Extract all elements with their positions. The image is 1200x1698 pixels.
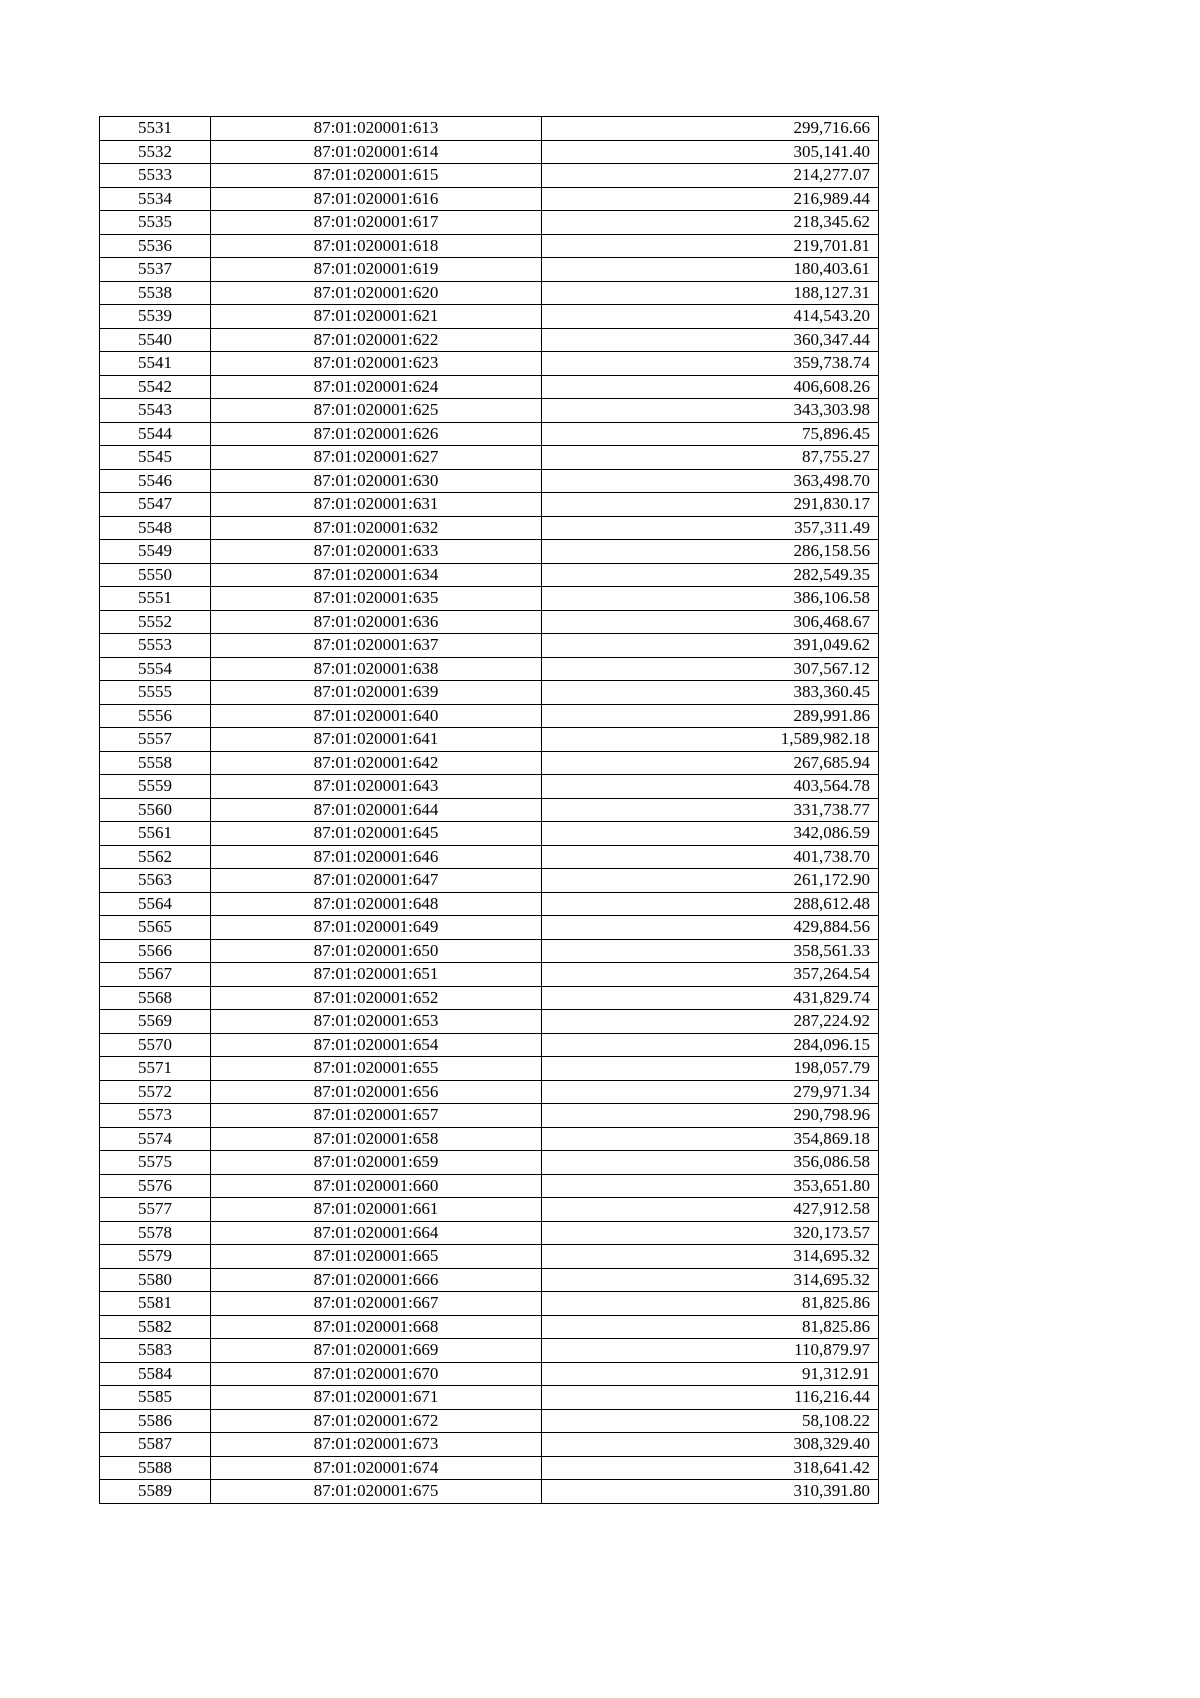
cadastral-number-cell: 87:01:020001:652 — [211, 986, 542, 1010]
cadastral-number-cell: 87:01:020001:648 — [211, 892, 542, 916]
table-body — [100, 117, 879, 1504]
cadastral-number-cell: 87:01:020001:672 — [211, 1409, 542, 1433]
value-cell: 331,738.77 — [542, 798, 879, 822]
table-row — [100, 164, 879, 188]
table-row — [100, 939, 879, 963]
row-number-cell: 5567 — [100, 963, 211, 987]
value-cell: 188,127.31 — [542, 281, 879, 305]
row-number-cell: 5537 — [100, 258, 211, 282]
row-number-cell: 5574 — [100, 1127, 211, 1151]
table-row — [100, 751, 879, 775]
value-cell: 218,345.62 — [542, 211, 879, 235]
row-number-cell: 5538 — [100, 281, 211, 305]
value-cell: 357,311.49 — [542, 516, 879, 540]
value-cell: 314,695.32 — [542, 1268, 879, 1292]
cadastral-number-cell: 87:01:020001:665 — [211, 1245, 542, 1269]
row-number-cell: 5547 — [100, 493, 211, 517]
cadastral-number-cell: 87:01:020001:653 — [211, 1010, 542, 1034]
table-row — [100, 516, 879, 540]
cadastral-number-cell: 87:01:020001:621 — [211, 305, 542, 329]
cadastral-number-cell: 87:01:020001:644 — [211, 798, 542, 822]
value-cell: 307,567.12 — [542, 657, 879, 681]
cadastral-number-cell: 87:01:020001:668 — [211, 1315, 542, 1339]
cadastral-number-cell: 87:01:020001:627 — [211, 446, 542, 470]
value-cell: 406,608.26 — [542, 375, 879, 399]
cadastral-number-cell: 87:01:020001:675 — [211, 1480, 542, 1504]
row-number-cell: 5573 — [100, 1104, 211, 1128]
row-number-cell: 5559 — [100, 775, 211, 799]
row-number-cell: 5532 — [100, 140, 211, 164]
table-row — [100, 1104, 879, 1128]
cadastral-number-cell: 87:01:020001:642 — [211, 751, 542, 775]
cadastral-number-cell: 87:01:020001:616 — [211, 187, 542, 211]
row-number-cell: 5548 — [100, 516, 211, 540]
row-number-cell: 5535 — [100, 211, 211, 235]
cadastral-number-cell: 87:01:020001:671 — [211, 1386, 542, 1410]
value-cell: 429,884.56 — [542, 916, 879, 940]
row-number-cell: 5544 — [100, 422, 211, 446]
row-number-cell: 5534 — [100, 187, 211, 211]
row-number-cell: 5563 — [100, 869, 211, 893]
row-number-cell: 5568 — [100, 986, 211, 1010]
table-row — [100, 1292, 879, 1316]
row-number-cell: 5581 — [100, 1292, 211, 1316]
cadastral-number-cell: 87:01:020001:666 — [211, 1268, 542, 1292]
table-row — [100, 681, 879, 705]
cadastral-number-cell: 87:01:020001:649 — [211, 916, 542, 940]
row-number-cell: 5580 — [100, 1268, 211, 1292]
value-cell: 414,543.20 — [542, 305, 879, 329]
table-row — [100, 1151, 879, 1175]
value-cell: 342,086.59 — [542, 822, 879, 846]
row-number-cell: 5587 — [100, 1433, 211, 1457]
value-cell: 288,612.48 — [542, 892, 879, 916]
table-row — [100, 822, 879, 846]
table-row — [100, 1127, 879, 1151]
cadastral-number-cell: 87:01:020001:651 — [211, 963, 542, 987]
table-row — [100, 281, 879, 305]
cadastral-number-cell: 87:01:020001:656 — [211, 1080, 542, 1104]
row-number-cell: 5588 — [100, 1456, 211, 1480]
value-cell: 279,971.34 — [542, 1080, 879, 1104]
table-row — [100, 963, 879, 987]
table-row — [100, 117, 879, 141]
row-number-cell: 5566 — [100, 939, 211, 963]
table-row — [100, 258, 879, 282]
cadastral-number-cell: 87:01:020001:615 — [211, 164, 542, 188]
row-number-cell: 5579 — [100, 1245, 211, 1269]
value-cell: 198,057.79 — [542, 1057, 879, 1081]
cadastral-number-cell: 87:01:020001:654 — [211, 1033, 542, 1057]
row-number-cell: 5550 — [100, 563, 211, 587]
value-cell: 310,391.80 — [542, 1480, 879, 1504]
row-number-cell: 5572 — [100, 1080, 211, 1104]
cadastral-number-cell: 87:01:020001:626 — [211, 422, 542, 446]
value-cell: 314,695.32 — [542, 1245, 879, 1269]
value-cell: 320,173.57 — [542, 1221, 879, 1245]
table-row — [100, 798, 879, 822]
table-row — [100, 1362, 879, 1386]
table-row — [100, 892, 879, 916]
table-row — [100, 469, 879, 493]
value-cell: 353,651.80 — [542, 1174, 879, 1198]
value-cell: 214,277.07 — [542, 164, 879, 188]
row-number-cell: 5570 — [100, 1033, 211, 1057]
cadastral-number-cell: 87:01:020001:646 — [211, 845, 542, 869]
cadastral-number-cell: 87:01:020001:658 — [211, 1127, 542, 1151]
row-number-cell: 5531 — [100, 117, 211, 141]
row-number-cell: 5556 — [100, 704, 211, 728]
row-number-cell: 5589 — [100, 1480, 211, 1504]
cadastral-number-cell: 87:01:020001:633 — [211, 540, 542, 564]
row-number-cell: 5586 — [100, 1409, 211, 1433]
row-number-cell: 5553 — [100, 634, 211, 658]
row-number-cell: 5546 — [100, 469, 211, 493]
value-cell: 91,312.91 — [542, 1362, 879, 1386]
cadastral-number-cell: 87:01:020001:640 — [211, 704, 542, 728]
table-row — [100, 1339, 879, 1363]
value-cell: 1,589,982.18 — [542, 728, 879, 752]
table-row — [100, 634, 879, 658]
cadastral-number-cell: 87:01:020001:617 — [211, 211, 542, 235]
row-number-cell: 5558 — [100, 751, 211, 775]
table-row — [100, 916, 879, 940]
row-number-cell: 5552 — [100, 610, 211, 634]
cadastral-number-cell: 87:01:020001:623 — [211, 352, 542, 376]
table-row — [100, 234, 879, 258]
cadastral-number-cell: 87:01:020001:624 — [211, 375, 542, 399]
cadastral-number-cell: 87:01:020001:657 — [211, 1104, 542, 1128]
cadastral-number-cell: 87:01:020001:669 — [211, 1339, 542, 1363]
value-cell: 359,738.74 — [542, 352, 879, 376]
cadastral-number-cell: 87:01:020001:664 — [211, 1221, 542, 1245]
cadastral-number-cell: 87:01:020001:641 — [211, 728, 542, 752]
row-number-cell: 5543 — [100, 399, 211, 423]
value-cell: 354,869.18 — [542, 1127, 879, 1151]
cadastral-number-cell: 87:01:020001:625 — [211, 399, 542, 423]
table-row — [100, 422, 879, 446]
value-cell: 286,158.56 — [542, 540, 879, 564]
table-row — [100, 1268, 879, 1292]
value-cell: 386,106.58 — [542, 587, 879, 611]
row-number-cell: 5536 — [100, 234, 211, 258]
row-number-cell: 5542 — [100, 375, 211, 399]
table-row — [100, 1057, 879, 1081]
row-number-cell: 5569 — [100, 1010, 211, 1034]
cadastral-number-cell: 87:01:020001:638 — [211, 657, 542, 681]
table-row — [100, 352, 879, 376]
table-row — [100, 1198, 879, 1222]
row-number-cell: 5541 — [100, 352, 211, 376]
cadastral-number-cell: 87:01:020001:637 — [211, 634, 542, 658]
table-row — [100, 1245, 879, 1269]
table-row — [100, 399, 879, 423]
cadastral-number-cell: 87:01:020001:674 — [211, 1456, 542, 1480]
row-number-cell: 5545 — [100, 446, 211, 470]
value-cell: 306,468.67 — [542, 610, 879, 634]
row-number-cell: 5565 — [100, 916, 211, 940]
cadastral-number-cell: 87:01:020001:636 — [211, 610, 542, 634]
table-row — [100, 1386, 879, 1410]
table-row — [100, 1409, 879, 1433]
value-cell: 261,172.90 — [542, 869, 879, 893]
table-row — [100, 728, 879, 752]
value-cell: 356,086.58 — [542, 1151, 879, 1175]
value-cell: 290,798.96 — [542, 1104, 879, 1128]
value-cell: 305,141.40 — [542, 140, 879, 164]
value-cell: 383,360.45 — [542, 681, 879, 705]
row-number-cell: 5575 — [100, 1151, 211, 1175]
value-cell: 343,303.98 — [542, 399, 879, 423]
row-number-cell: 5557 — [100, 728, 211, 752]
value-cell: 318,641.42 — [542, 1456, 879, 1480]
value-cell: 116,216.44 — [542, 1386, 879, 1410]
value-cell: 308,329.40 — [542, 1433, 879, 1457]
row-number-cell: 5555 — [100, 681, 211, 705]
row-number-cell: 5576 — [100, 1174, 211, 1198]
value-cell: 291,830.17 — [542, 493, 879, 517]
value-cell: 267,685.94 — [542, 751, 879, 775]
table-row — [100, 1456, 879, 1480]
value-cell: 358,561.33 — [542, 939, 879, 963]
row-number-cell: 5578 — [100, 1221, 211, 1245]
cadastral-number-cell: 87:01:020001:650 — [211, 939, 542, 963]
value-cell: 58,108.22 — [542, 1409, 879, 1433]
table-row — [100, 1010, 879, 1034]
row-number-cell: 5585 — [100, 1386, 211, 1410]
value-cell: 289,991.86 — [542, 704, 879, 728]
table-row — [100, 375, 879, 399]
table-row — [100, 328, 879, 352]
value-cell: 363,498.70 — [542, 469, 879, 493]
value-cell: 360,347.44 — [542, 328, 879, 352]
cadastral-number-cell: 87:01:020001:645 — [211, 822, 542, 846]
row-number-cell: 5562 — [100, 845, 211, 869]
cadastral-number-cell: 87:01:020001:614 — [211, 140, 542, 164]
row-number-cell: 5533 — [100, 164, 211, 188]
cadastral-number-cell: 87:01:020001:655 — [211, 1057, 542, 1081]
cadastral-number-cell: 87:01:020001:660 — [211, 1174, 542, 1198]
value-cell: 403,564.78 — [542, 775, 879, 799]
row-number-cell: 5554 — [100, 657, 211, 681]
cadastral-number-cell: 87:01:020001:667 — [211, 1292, 542, 1316]
cadastral-number-cell: 87:01:020001:618 — [211, 234, 542, 258]
value-cell: 282,549.35 — [542, 563, 879, 587]
value-cell: 357,264.54 — [542, 963, 879, 987]
cadastral-number-cell: 87:01:020001:631 — [211, 493, 542, 517]
cadastral-number-cell: 87:01:020001:634 — [211, 563, 542, 587]
row-number-cell: 5577 — [100, 1198, 211, 1222]
cadastral-number-cell: 87:01:020001:661 — [211, 1198, 542, 1222]
row-number-cell: 5564 — [100, 892, 211, 916]
table-row — [100, 587, 879, 611]
cadastral-number-cell: 87:01:020001:630 — [211, 469, 542, 493]
table-row — [100, 1033, 879, 1057]
cadastral-number-cell: 87:01:020001:643 — [211, 775, 542, 799]
row-number-cell: 5551 — [100, 587, 211, 611]
row-number-cell: 5583 — [100, 1339, 211, 1363]
table-row — [100, 657, 879, 681]
cadastral-number-cell: 87:01:020001:647 — [211, 869, 542, 893]
value-cell: 81,825.86 — [542, 1292, 879, 1316]
cadastral-value-table — [99, 116, 879, 1504]
row-number-cell: 5539 — [100, 305, 211, 329]
table-row — [100, 1221, 879, 1245]
cadastral-number-cell: 87:01:020001:673 — [211, 1433, 542, 1457]
table-row — [100, 187, 879, 211]
value-cell: 401,738.70 — [542, 845, 879, 869]
table-row — [100, 540, 879, 564]
cadastral-number-cell: 87:01:020001:639 — [211, 681, 542, 705]
cadastral-number-cell: 87:01:020001:620 — [211, 281, 542, 305]
row-number-cell: 5584 — [100, 1362, 211, 1386]
value-cell: 75,896.45 — [542, 422, 879, 446]
value-cell: 219,701.81 — [542, 234, 879, 258]
row-number-cell: 5540 — [100, 328, 211, 352]
value-cell: 216,989.44 — [542, 187, 879, 211]
table-row — [100, 1315, 879, 1339]
row-number-cell: 5571 — [100, 1057, 211, 1081]
value-cell: 81,825.86 — [542, 1315, 879, 1339]
table-row — [100, 1080, 879, 1104]
table-row — [100, 446, 879, 470]
value-cell: 110,879.97 — [542, 1339, 879, 1363]
value-cell: 391,049.62 — [542, 634, 879, 658]
cadastral-number-cell: 87:01:020001:659 — [211, 1151, 542, 1175]
table-row — [100, 305, 879, 329]
row-number-cell: 5560 — [100, 798, 211, 822]
table-row — [100, 775, 879, 799]
value-cell: 284,096.15 — [542, 1033, 879, 1057]
value-cell: 180,403.61 — [542, 258, 879, 282]
table-row — [100, 563, 879, 587]
value-cell: 87,755.27 — [542, 446, 879, 470]
cadastral-number-cell: 87:01:020001:622 — [211, 328, 542, 352]
table-row — [100, 610, 879, 634]
table-row — [100, 1174, 879, 1198]
table-row — [100, 1433, 879, 1457]
value-cell: 431,829.74 — [542, 986, 879, 1010]
table-row — [100, 211, 879, 235]
value-cell: 427,912.58 — [542, 1198, 879, 1222]
cadastral-number-cell: 87:01:020001:613 — [211, 117, 542, 141]
row-number-cell: 5561 — [100, 822, 211, 846]
table-row — [100, 869, 879, 893]
table-row — [100, 140, 879, 164]
row-number-cell: 5549 — [100, 540, 211, 564]
cadastral-number-cell: 87:01:020001:635 — [211, 587, 542, 611]
table-row — [100, 1480, 879, 1504]
table-row — [100, 493, 879, 517]
cadastral-number-cell: 87:01:020001:670 — [211, 1362, 542, 1386]
value-cell: 287,224.92 — [542, 1010, 879, 1034]
table-row — [100, 704, 879, 728]
cadastral-number-cell: 87:01:020001:619 — [211, 258, 542, 282]
cadastral-number-cell: 87:01:020001:632 — [211, 516, 542, 540]
table-row — [100, 845, 879, 869]
table-row — [100, 986, 879, 1010]
value-cell: 299,716.66 — [542, 117, 879, 141]
row-number-cell: 5582 — [100, 1315, 211, 1339]
